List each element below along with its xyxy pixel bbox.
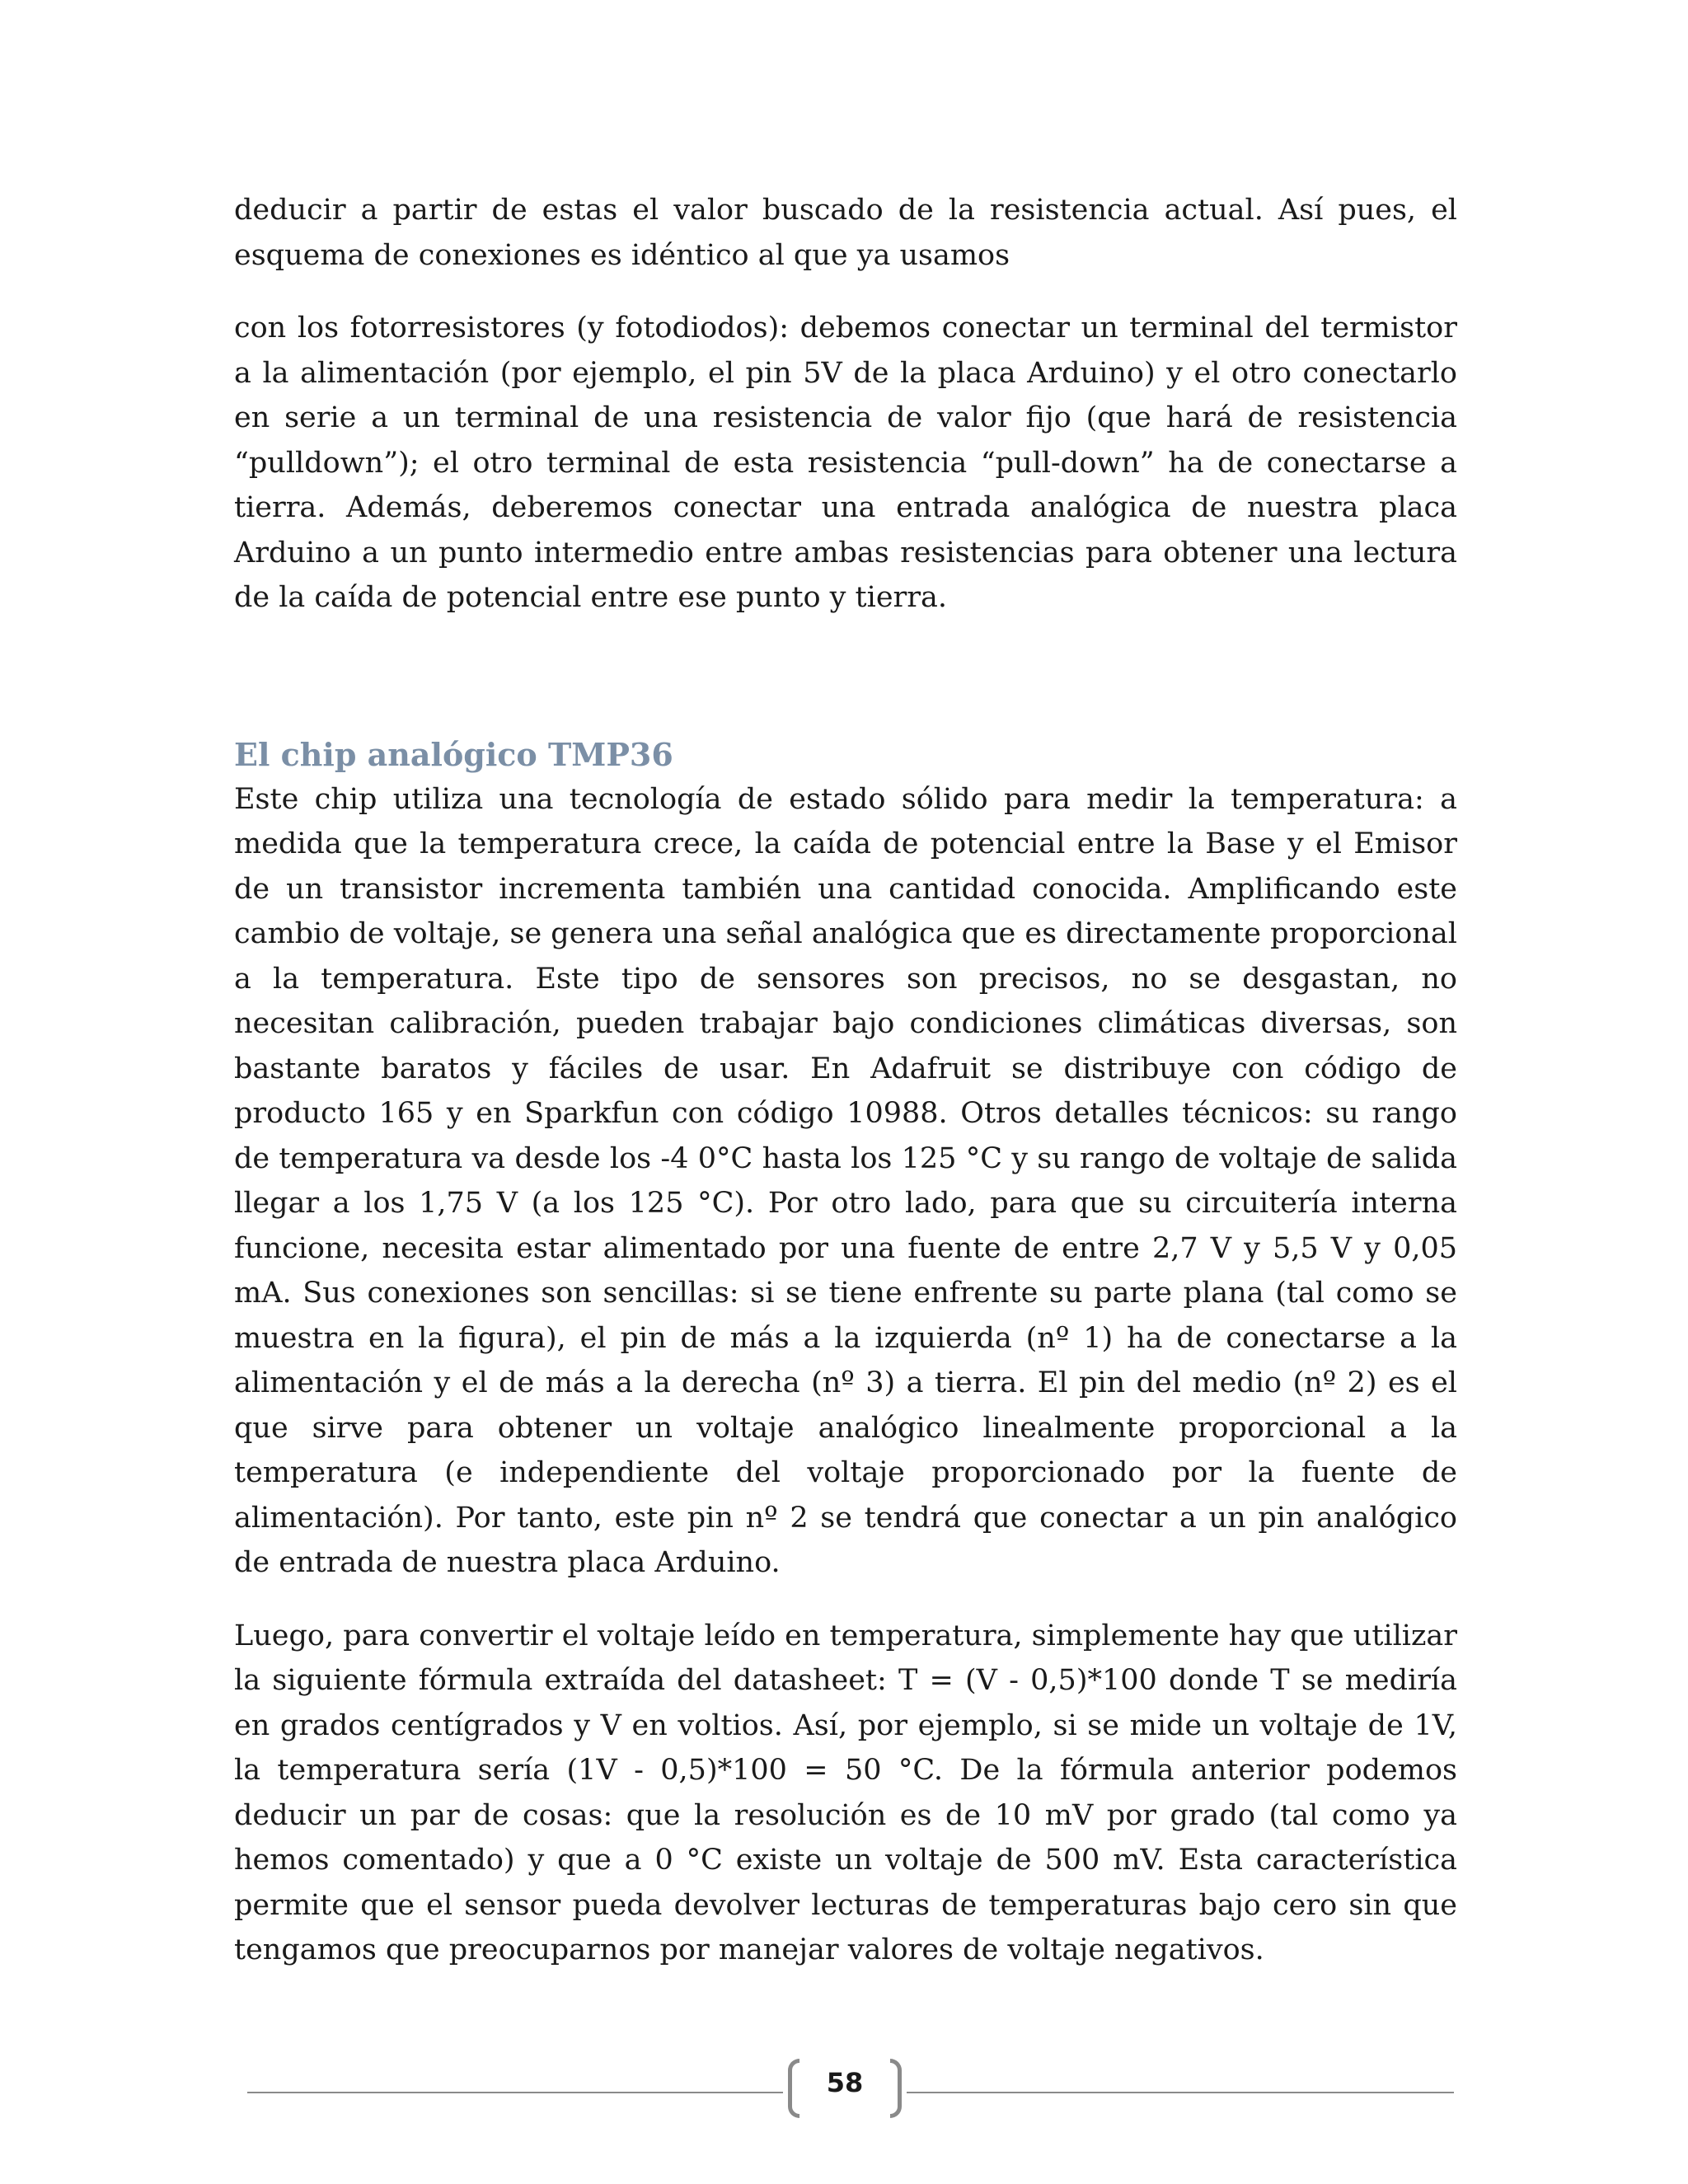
body-paragraph: Luego, para convertir el voltaje leído en temperatura, simplemente hay que utilizar la siguiente fórmula extraída del datasheet: T = (V - 0,5)*100 donde T se mediría en grados centígrados y V en voltios. Así, por ejemplo, si se mide un voltaje de 1V, la temperatura sería (1V - 0,5)*100 = 50 °C. De la fórmula anterior podemos deducir un par de cosas: que la resolución es de 10 mV por grado (tal como ya hemos comentado) y que a 0 °C existe un voltaje de 500 mV. Esta característica permite que el sensor pueda devolver lecturas de temperaturas bajo cero sin que tengamos que preocuparnos por manejar valores de voltaje negativos. <box>234 1619 1457 1966</box>
footer-rule-left <box>247 2092 783 2093</box>
body-paragraph: Este chip utiliza una tecnología de estado sólido para medir la temperatura: a medida que la temperatura crece, la caída de potencial entre la Base y el Emisor de un transistor incrementa también una cantidad conocida. Amplificando este cambio de voltaje, se genera una señal analógica que es directamente proporcional a la temperatura. Este tipo de sensores son precisos, no se desgastan, no necesitan calibración, pueden trabajar bajo condiciones climáticas diversas, son bastante baratos y fáciles de usar. En Adafruit se distribuye con código de producto 165 y en Sparkfun con código 10988. Otros detalles técnicos: su rango de temperatura va desde los -4 0°C hasta los 125 °C y su rango de voltaje de salida llegar a los 1,75 V (a los 125 °C). Por otro lado, para que su circuitería interna funcione, necesita estar alimentado por una fuente de entre 2,7 V y 5,5 V y 0,05 mA. Sus conexiones son sencillas: si se tiene enfrente su parte plana (tal como se muestra en la figura), el pin de más a la izquierda (nº 1) ha de conectarse a la alimentación y el de más a la derecha (nº 3) a tierra. El pin del medio (nº 2) es el que sirve para obtener un voltaje analógico linealmente proporcional a la temperatura (e independiente del voltaje proporcionado por la fuente de alimentación). Por tanto, este pin nº 2 se tendrá que conectar a un pin analógico de entrada de nuestra placa Arduino. <box>234 782 1457 1579</box>
document-page <box>234 188 1457 1973</box>
body-paragraph: con los fotorresistores (y fotodiodos): debemos conectar un terminal del termistor a la alimentación (por ejemplo, el pin 5V de la placa Arduino) y el otro conectarlo en serie a un terminal de una resistencia de valor fijo (que hará de resistencia “pulldown”); el otro terminal de esta resistencia “pull-down” ha de conectarse a tierra. Además, deberemos conectar una entrada analógica de nuestra placa Arduino a un punto intermedio entre ambas resistencias para obtener una lectura de la caída de potencial entre ese punto y tierra. <box>234 312 1457 614</box>
body-paragraph: deducir a partir de estas el valor buscado de la resistencia actual. Así pues, el esquema de conexiones es idéntico al que ya usamos <box>234 194 1457 272</box>
footer-rule-right <box>907 2092 1454 2093</box>
close-bracket-icon <box>890 2059 902 2118</box>
page-footer <box>247 2059 1454 2125</box>
page-number: 58 <box>826 2067 864 2098</box>
open-bracket-icon <box>788 2059 799 2118</box>
section-heading: El chip analógico TMP36 <box>234 735 673 773</box>
